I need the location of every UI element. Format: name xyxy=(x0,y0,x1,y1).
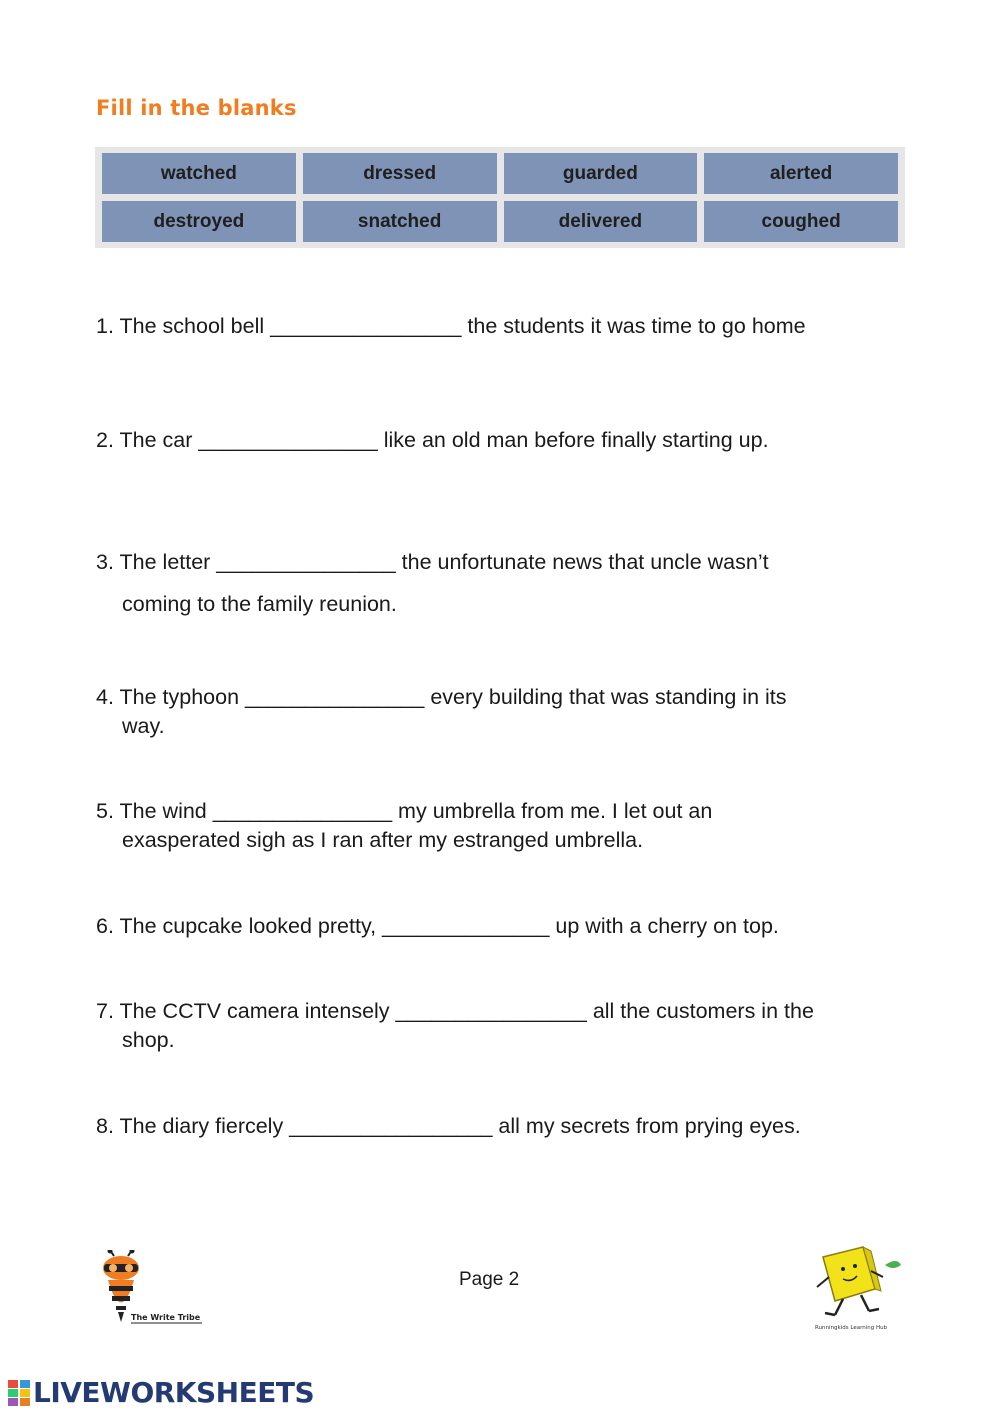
word-bank-cell: watched xyxy=(102,153,296,194)
question-text: 8. The diary fiercely _________________ all my secrets from prying eyes. xyxy=(96,1114,801,1138)
word-bank-cell: alerted xyxy=(704,153,898,194)
question-6 xyxy=(96,912,779,941)
question-text: 5. The wind _______________ my umbrella from me. I let out an xyxy=(96,799,713,823)
question-text: 6. The cupcake looked pretty, ______________ up with a cherry on top. xyxy=(96,914,779,938)
question-text-continued: shop. xyxy=(122,1028,175,1052)
question-5 xyxy=(96,797,712,855)
word-bank-cell: dressed xyxy=(303,153,497,194)
word-bank-cell: snatched xyxy=(303,201,497,242)
question-text: 3. The letter _______________ the unfortunate news that uncle wasn’t xyxy=(96,550,769,574)
word-bank-cell: delivered xyxy=(504,201,698,242)
word-bank xyxy=(95,147,905,248)
question-8 xyxy=(96,1112,801,1141)
question-text-continued: exasperated sigh as I ran after my estranged umbrella. xyxy=(122,828,644,852)
question-text: 1. The school bell ________________ the students it was time to go home xyxy=(96,314,806,338)
page-title: Fill in the blanks xyxy=(96,96,297,120)
word-bank-cell: guarded xyxy=(504,153,698,194)
liveworksheets-brand xyxy=(7,1376,314,1409)
word-bank-cell: destroyed xyxy=(102,201,296,242)
word-bank-cell: coughed xyxy=(704,201,898,242)
left-logo-caption: The Write Tribe xyxy=(131,1313,201,1322)
question-text: 7. The CCTV camera intensely ________________ all the customers in the xyxy=(96,999,814,1023)
question-text: 2. The car _______________ like an old man before finally starting up. xyxy=(96,428,769,452)
brand-blocks-icon xyxy=(7,1378,31,1408)
question-text-continued: coming to the family reunion. xyxy=(122,592,397,616)
question-text-continued: way. xyxy=(122,714,165,738)
question-3 xyxy=(96,541,769,625)
question-2 xyxy=(96,426,769,455)
question-1 xyxy=(96,312,806,341)
learning-hub-logo xyxy=(805,1243,905,1343)
question-4 xyxy=(96,683,787,741)
brand-name: LIVEWORKSHEETS xyxy=(33,1376,315,1409)
question-text: 4. The typhoon _______________ every building that was standing in its xyxy=(96,685,787,709)
page-number: Page 2 xyxy=(459,1269,520,1290)
right-logo-caption: Runningkids Learning Hub xyxy=(815,1325,888,1331)
question-7 xyxy=(96,997,814,1055)
write-tribe-logo xyxy=(98,1250,208,1330)
